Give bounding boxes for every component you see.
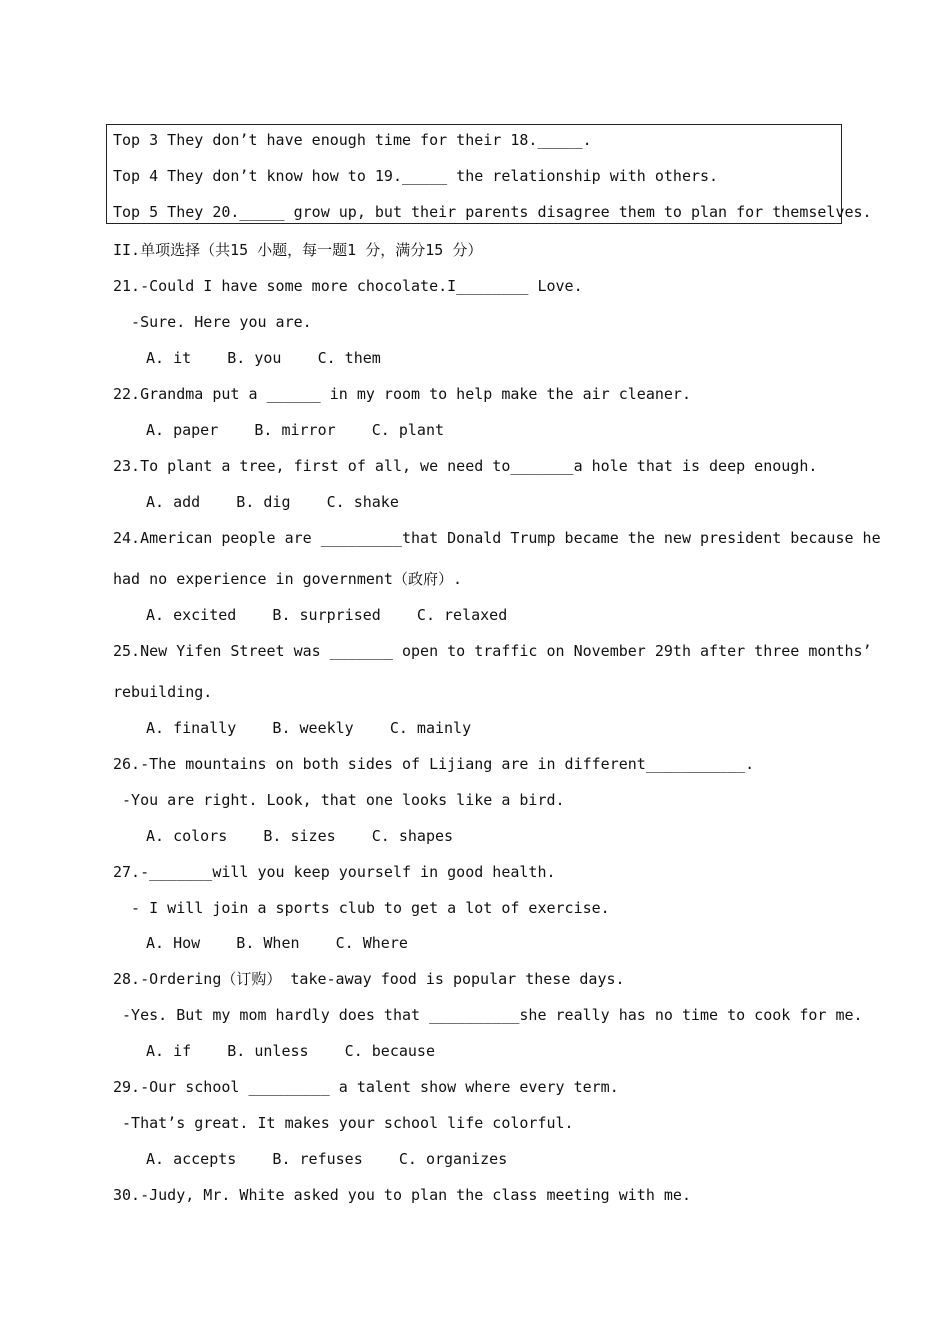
question-26-line-1: 26.-The mountains on both sides of Lijiang are in different___________.	[113, 755, 755, 773]
question-27-line-2: - I will join a sports club to get a lot of exercise.	[113, 899, 610, 917]
question-21-line-2: -Sure. Here you are.	[113, 313, 312, 331]
question-24-line-1: 24.American people are _________that Donald Trump became the new president because he	[113, 529, 881, 547]
question-23-options: A. add B. dig C. shake	[146, 493, 399, 511]
question-23-line-1: 23.To plant a tree, first of all, we need to_______a hole that is deep enough.	[113, 457, 818, 475]
question-28-line-1: 28.-Ordering（订购） take-away food is popular these days.	[113, 970, 625, 988]
question-22-line-1: 22.Grandma put a ______ in my room to help make the air cleaner.	[113, 385, 691, 403]
question-24-line-2: had no experience in government（政府）.	[113, 570, 462, 588]
table-row-top5: Top 5 They 20._____ grow up, but their parents disagree them to plan for themselves.	[113, 203, 872, 221]
question-25-options: A. finally B. weekly C. mainly	[146, 719, 472, 737]
question-26-options: A. colors B. sizes C. shapes	[146, 827, 454, 845]
question-25-line-1: 25.New Yifen Street was _______ open to traffic on November 29th after three months’	[113, 642, 872, 660]
question-29-line-1: 29.-Our school _________ a talent show where every term.	[113, 1078, 619, 1096]
question-22-options: A. paper B. mirror C. plant	[146, 421, 445, 439]
section-heading: II.单项选择（共15 小题，每一题1 分，满分15 分）	[113, 241, 483, 259]
question-29-line-2: -That’s great. It makes your school life colorful.	[113, 1114, 574, 1132]
question-27-line-1: 27.-_______will you keep yourself in good health.	[113, 863, 556, 881]
question-28-line-2: -Yes. But my mom hardly does that __________she really has no time to cook for me.	[113, 1006, 863, 1024]
table-row-top4: Top 4 They don’t know how to 19._____ the relationship with others.	[113, 167, 719, 185]
question-27-options: A. How B. When C. Where	[146, 934, 408, 952]
question-21-line-1: 21.-Could I have some more chocolate.I________ Love.	[113, 277, 583, 295]
question-21-options: A. it B. you C. them	[146, 349, 381, 367]
question-30-line-1: 30.-Judy, Mr. White asked you to plan the class meeting with me.	[113, 1186, 691, 1204]
question-25-line-2: rebuilding.	[113, 683, 213, 701]
question-28-options: A. if B. unless C. because	[146, 1042, 435, 1060]
question-29-options: A. accepts B. refuses C. organizes	[146, 1150, 508, 1168]
table-row-top3: Top 3 They don’t have enough time for their 18._____.	[113, 131, 592, 149]
question-24-options: A. excited B. surprised C. relaxed	[146, 606, 508, 624]
question-26-line-2: -You are right. Look, that one looks like a bird.	[113, 791, 565, 809]
